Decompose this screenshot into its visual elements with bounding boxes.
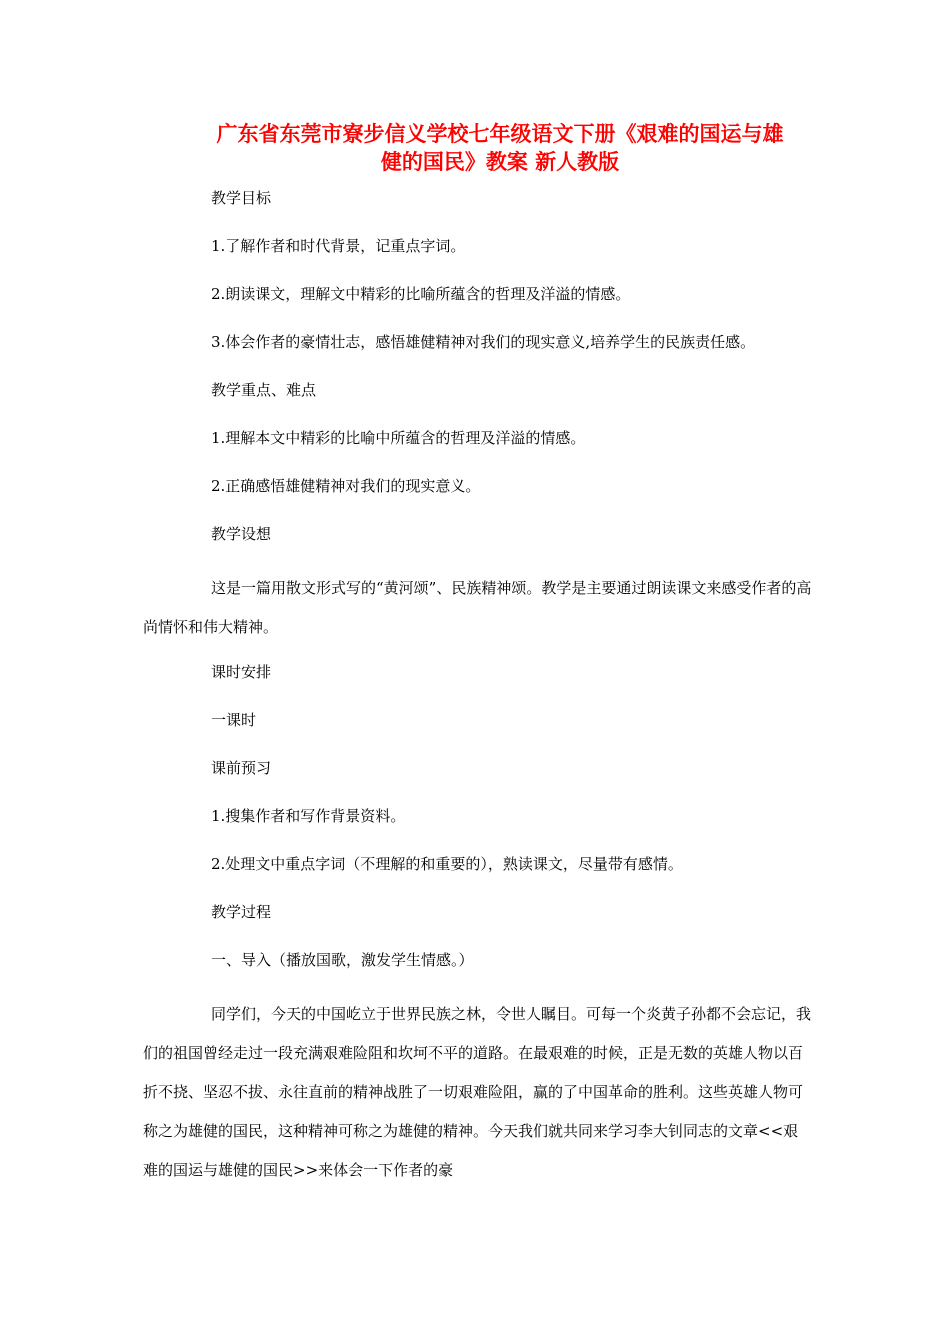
objective-2: 2.朗读课文，理解文中精彩的比喻所蕴含的哲理及洋溢的情感。 xyxy=(211,285,631,303)
heading-schedule: 课时安排 xyxy=(211,663,272,681)
objective-3: 3.体会作者的豪情壮志，感悟雄健精神对我们的现实意义,培养学生的民族责任感。 xyxy=(211,333,756,351)
heading-key-points: 教学重点、难点 xyxy=(211,381,317,399)
heading-process: 教学过程 xyxy=(211,903,272,921)
heading-teaching-idea: 教学设想 xyxy=(211,525,272,543)
intro-paragraph: 同学们，今天的中国屹立于世界民族之林，令世人瞩目。可每一个炎黄子孙都不会忘记，我们的祖国曾经走过一段充满艰难险阻和坎坷不平的道路。在最艰难的时候，正是无数的英雄人物以百折不挠、坚忍不拔、永往直前的精神战胜了一切艰难险阻，赢的了中国革命的胜利。这些英雄人物可称之为雄健的国民，这种精神可称之为雄健的精神。今天我们就共同来学习李大钊同志的文章<<艰难的国运与雄健的国民>>来体会一下作者的豪 xyxy=(143,1005,812,1179)
process-step-1: 一、导入（播放国歌，激发学生情感。） xyxy=(211,951,474,969)
title-line-2: 健的国民》教案 新人教版 xyxy=(380,150,620,174)
teaching-idea-paragraph: 这是一篇用散文形式写的“黄河颂”、民族精神颂。教学是主要通过朗读课文来感受作者的高尚情怀和伟大精神。 xyxy=(143,579,812,636)
key-point-2: 2.正确感悟雄健精神对我们的现实意义。 xyxy=(211,477,481,495)
title-line-1: 广东省东莞市寮步信义学校七年级语文下册《艰难的国运与雄 xyxy=(216,122,784,146)
schedule-value: 一课时 xyxy=(211,711,257,729)
document-title xyxy=(150,120,850,176)
preview-2: 2.处理文中重点字词（不理解的和重要的），熟读课文，尽量带有感情。 xyxy=(211,855,683,873)
key-point-1: 1.理解本文中精彩的比喻中所蕴含的哲理及洋溢的情感。 xyxy=(211,429,586,447)
heading-preview: 课前预习 xyxy=(211,759,272,777)
preview-1: 1.搜集作者和写作背景资料。 xyxy=(211,807,406,825)
document-body xyxy=(143,185,813,1190)
objective-1: 1.了解作者和时代背景，记重点字词。 xyxy=(211,237,466,255)
heading-objectives: 教学目标 xyxy=(211,189,272,207)
